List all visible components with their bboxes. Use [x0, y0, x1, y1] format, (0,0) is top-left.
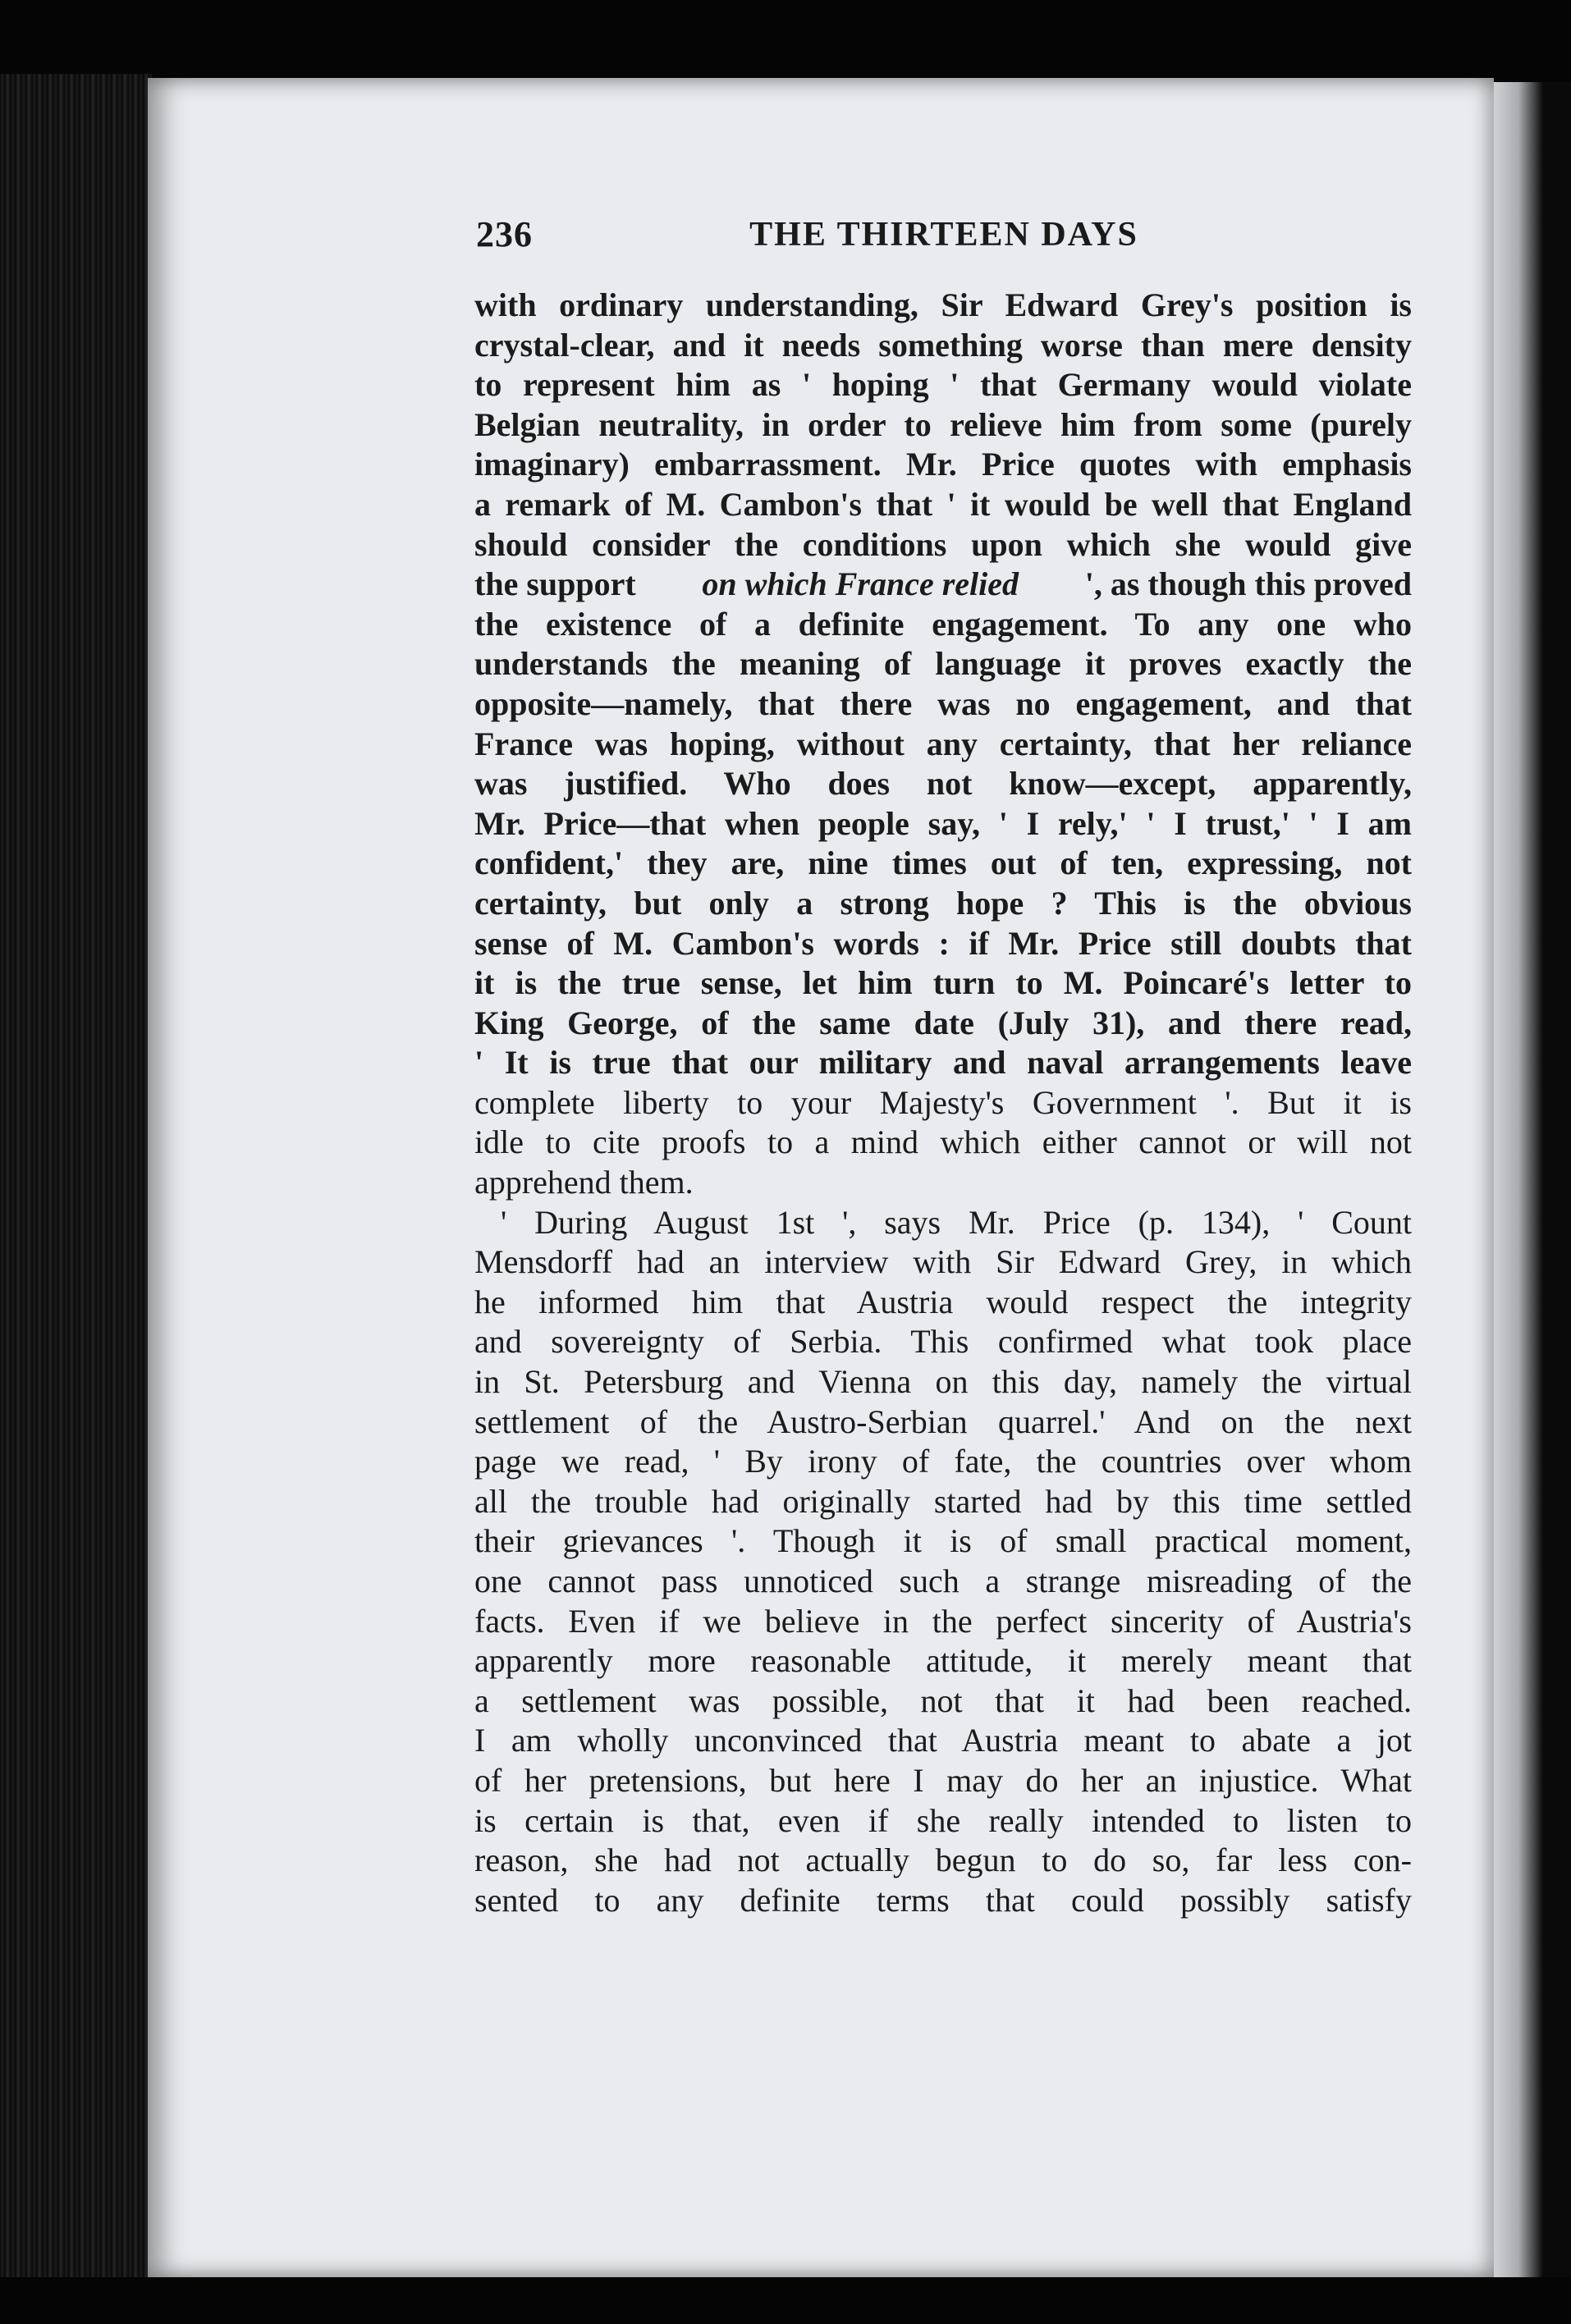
- paragraph-start: ' During August 1st ', says Mr. Price (p. 134), ' Count: [501, 1203, 1412, 1241]
- text-line: apprehend them.: [474, 1164, 694, 1201]
- page-number: 236: [476, 214, 533, 254]
- running-title: THE THIRTEEN DAYS: [749, 216, 1138, 254]
- text-line: to represent him as ' hoping ' that Germany would violate: [474, 366, 1412, 404]
- text-line: with ordinary understanding, Sir Edward Grey's position is: [474, 286, 1412, 323]
- text-line: apparently more reasonable attitude, it merely meant that: [474, 1642, 1412, 1680]
- text-line: it is the true sense, let him turn to M. Poincaré's letter to: [474, 964, 1412, 1002]
- text-line: settlement of the Austro-Serbian quarrel.' And on the next: [474, 1402, 1412, 1440]
- text-segment: ', as though this proved: [1084, 565, 1412, 603]
- text-line: King George, of the same date (July 31), and there read,: [474, 1004, 1412, 1041]
- text-line: understands the meaning of language it proves exactly the: [474, 645, 1412, 683]
- text-line: in St. Petersburg and Vienna on this day, namely the virtual: [474, 1363, 1412, 1401]
- text-segment: the support: [474, 565, 636, 603]
- body-text: [474, 286, 1412, 1920]
- text-line: Belgian neutrality, in order to relieve him from some (purely: [474, 405, 1412, 443]
- text-line: and sovereignty of Serbia. This confirmed what took place: [474, 1323, 1412, 1361]
- text-line: of her pretensions, but here I may do her an injustice. What: [474, 1761, 1412, 1799]
- text-line: idle to cite proofs to a mind which either cannot or will not: [474, 1123, 1412, 1161]
- text-line: page we read, ' By irony of fate, the countries over whom: [474, 1443, 1412, 1480]
- text-line: facts. Even if we believe in the perfect sincerity of Austria's: [474, 1602, 1412, 1640]
- text-line: their grievances '. Though it is of small practical moment,: [474, 1522, 1412, 1560]
- text-line: a remark of M. Cambon's that ' it would be well that England: [474, 485, 1412, 523]
- text-line: was justified. Who does not know—except, apparently,: [474, 765, 1412, 803]
- book-spine-edge: [0, 74, 152, 2290]
- text-line: sented to any definite terms that could possibly satisfy: [474, 1881, 1412, 1919]
- text-line: ' It is true that our military and naval arrangements leave: [474, 1044, 1412, 1082]
- page-header: [476, 213, 1412, 263]
- text-line: the existence of a definite engagement. To any one who: [474, 605, 1412, 643]
- text-line: I am wholly unconvinced that Austria meant to abate a jot: [474, 1722, 1412, 1759]
- italic-phrase: on which France relied: [702, 565, 1019, 603]
- text-line: Mr. Price—that when people say, ' I rely,' ' I trust,' ' I am: [474, 804, 1412, 842]
- text-line: opposite—namely, that there was no engagement, and that: [474, 684, 1412, 722]
- text-line: one cannot pass unnoticed such a strange misreading of the: [474, 1562, 1412, 1599]
- text-line: a settlement was possible, not that it had been reached.: [474, 1681, 1412, 1719]
- text-line: imaginary) embarrassment. Mr. Price quotes with emphasis: [474, 446, 1412, 483]
- text-line: Mensdorff had an interview with Sir Edward Grey, in which: [474, 1243, 1412, 1281]
- text-line: complete liberty to your Majesty's Government '. But it is: [474, 1083, 1412, 1121]
- text-line: crystal-clear, and it needs something worse than mere density: [474, 326, 1412, 364]
- text-line: is certain is that, even if she really intended to listen to: [474, 1801, 1412, 1839]
- text-line: all the trouble had originally started had by this time settled: [474, 1482, 1412, 1520]
- text-line: he informed him that Austria would respect the integrity: [474, 1283, 1412, 1320]
- text-line: reason, she had not actually begun to do so, far less con-: [474, 1841, 1412, 1879]
- page-right-edge: [1494, 82, 1571, 2298]
- text-line: certainty, but only a strong hope ? This is the obvious: [474, 884, 1412, 922]
- bottom-border: [0, 2277, 1571, 2324]
- text-line-with-italic: [474, 565, 1412, 605]
- text-line: sense of M. Cambon's words : if Mr. Price still doubts that: [474, 924, 1412, 962]
- text-line: confident,' they are, nine times out of ten, expressing, not: [474, 844, 1412, 882]
- text-line: France was hoping, without any certainty, that her reliance: [474, 725, 1412, 762]
- text-line: should consider the conditions upon which she would give: [474, 525, 1412, 563]
